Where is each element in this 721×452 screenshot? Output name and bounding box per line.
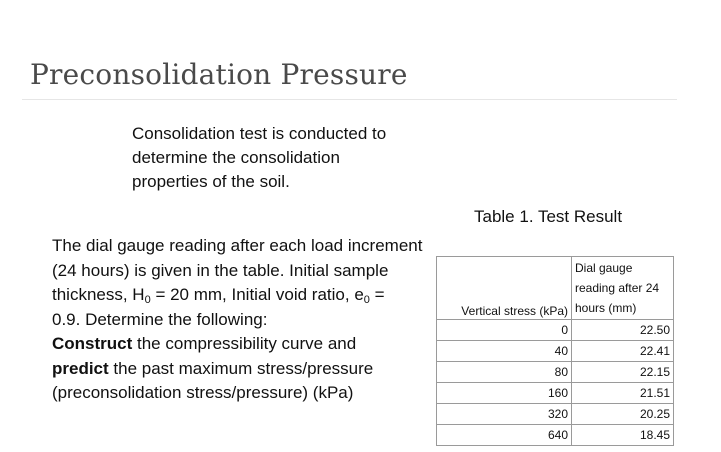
stress-cell: 160 [437, 383, 572, 404]
table-caption: Table 1. Test Result [474, 207, 623, 226]
problem-line: The dial gauge reading after each load increment [52, 236, 423, 255]
reading-cell: 20.25 [572, 404, 674, 425]
stress-cell: 80 [437, 362, 572, 383]
stress-cell: 0 [437, 320, 572, 341]
header-dial-gauge [572, 257, 674, 320]
construct-keyword: Construct [52, 334, 133, 353]
table-row [437, 320, 674, 341]
reading-cell: 21.51 [572, 383, 674, 404]
header-line: reading after 24 [575, 281, 660, 295]
table-row [437, 383, 674, 404]
table-row [437, 425, 674, 446]
table-row [437, 341, 674, 362]
header-line: hours (mm) [575, 301, 637, 315]
title-divider [22, 99, 677, 100]
table-row [437, 362, 674, 383]
reading-cell: 22.50 [572, 320, 674, 341]
header-line: Dial gauge [575, 261, 633, 275]
problem-line: 0.9. Determine the following: [52, 309, 268, 329]
void-ratio-equals: = [369, 285, 385, 304]
problem-line: (24 hours) is given in the table. Initial sample [52, 260, 389, 280]
problem-line-construct [52, 332, 452, 357]
intro-line: properties of the soil. [132, 172, 290, 191]
intro-text [132, 122, 442, 194]
table-header-row [437, 257, 674, 320]
predict-text: the past maximum stress/pressure [108, 358, 374, 378]
reading-cell: 22.41 [572, 341, 674, 362]
stress-cell: 640 [437, 425, 572, 446]
table-row [437, 404, 674, 425]
stress-cell: 40 [437, 341, 572, 362]
construct-text: the compressibility curve and [132, 334, 357, 353]
void-ratio-label: = 20 mm, Initial void ratio, e [150, 285, 364, 304]
problem-statement [52, 234, 452, 406]
intro-line: determine the consolidation [132, 148, 340, 167]
header-vertical-stress: Vertical stress (kPa) [437, 257, 572, 320]
test-result-table [436, 256, 674, 446]
problem-line-predict [52, 357, 452, 382]
intro-line: Consolidation test is conducted to [132, 124, 387, 143]
problem-line: (preconsolidation stress/pressure) (kPa) [52, 383, 354, 402]
problem-line-thickness [52, 283, 452, 308]
thickness-subscript: 0 [144, 294, 151, 306]
reading-cell: 18.45 [572, 425, 674, 446]
slide-title: Preconsolidation Pressure [30, 58, 408, 91]
stress-cell: 320 [437, 404, 572, 425]
void-ratio-subscript: 0 [363, 294, 370, 306]
thickness-label: thickness, H [52, 285, 145, 304]
reading-cell: 22.15 [572, 362, 674, 383]
predict-keyword: predict [52, 358, 109, 378]
